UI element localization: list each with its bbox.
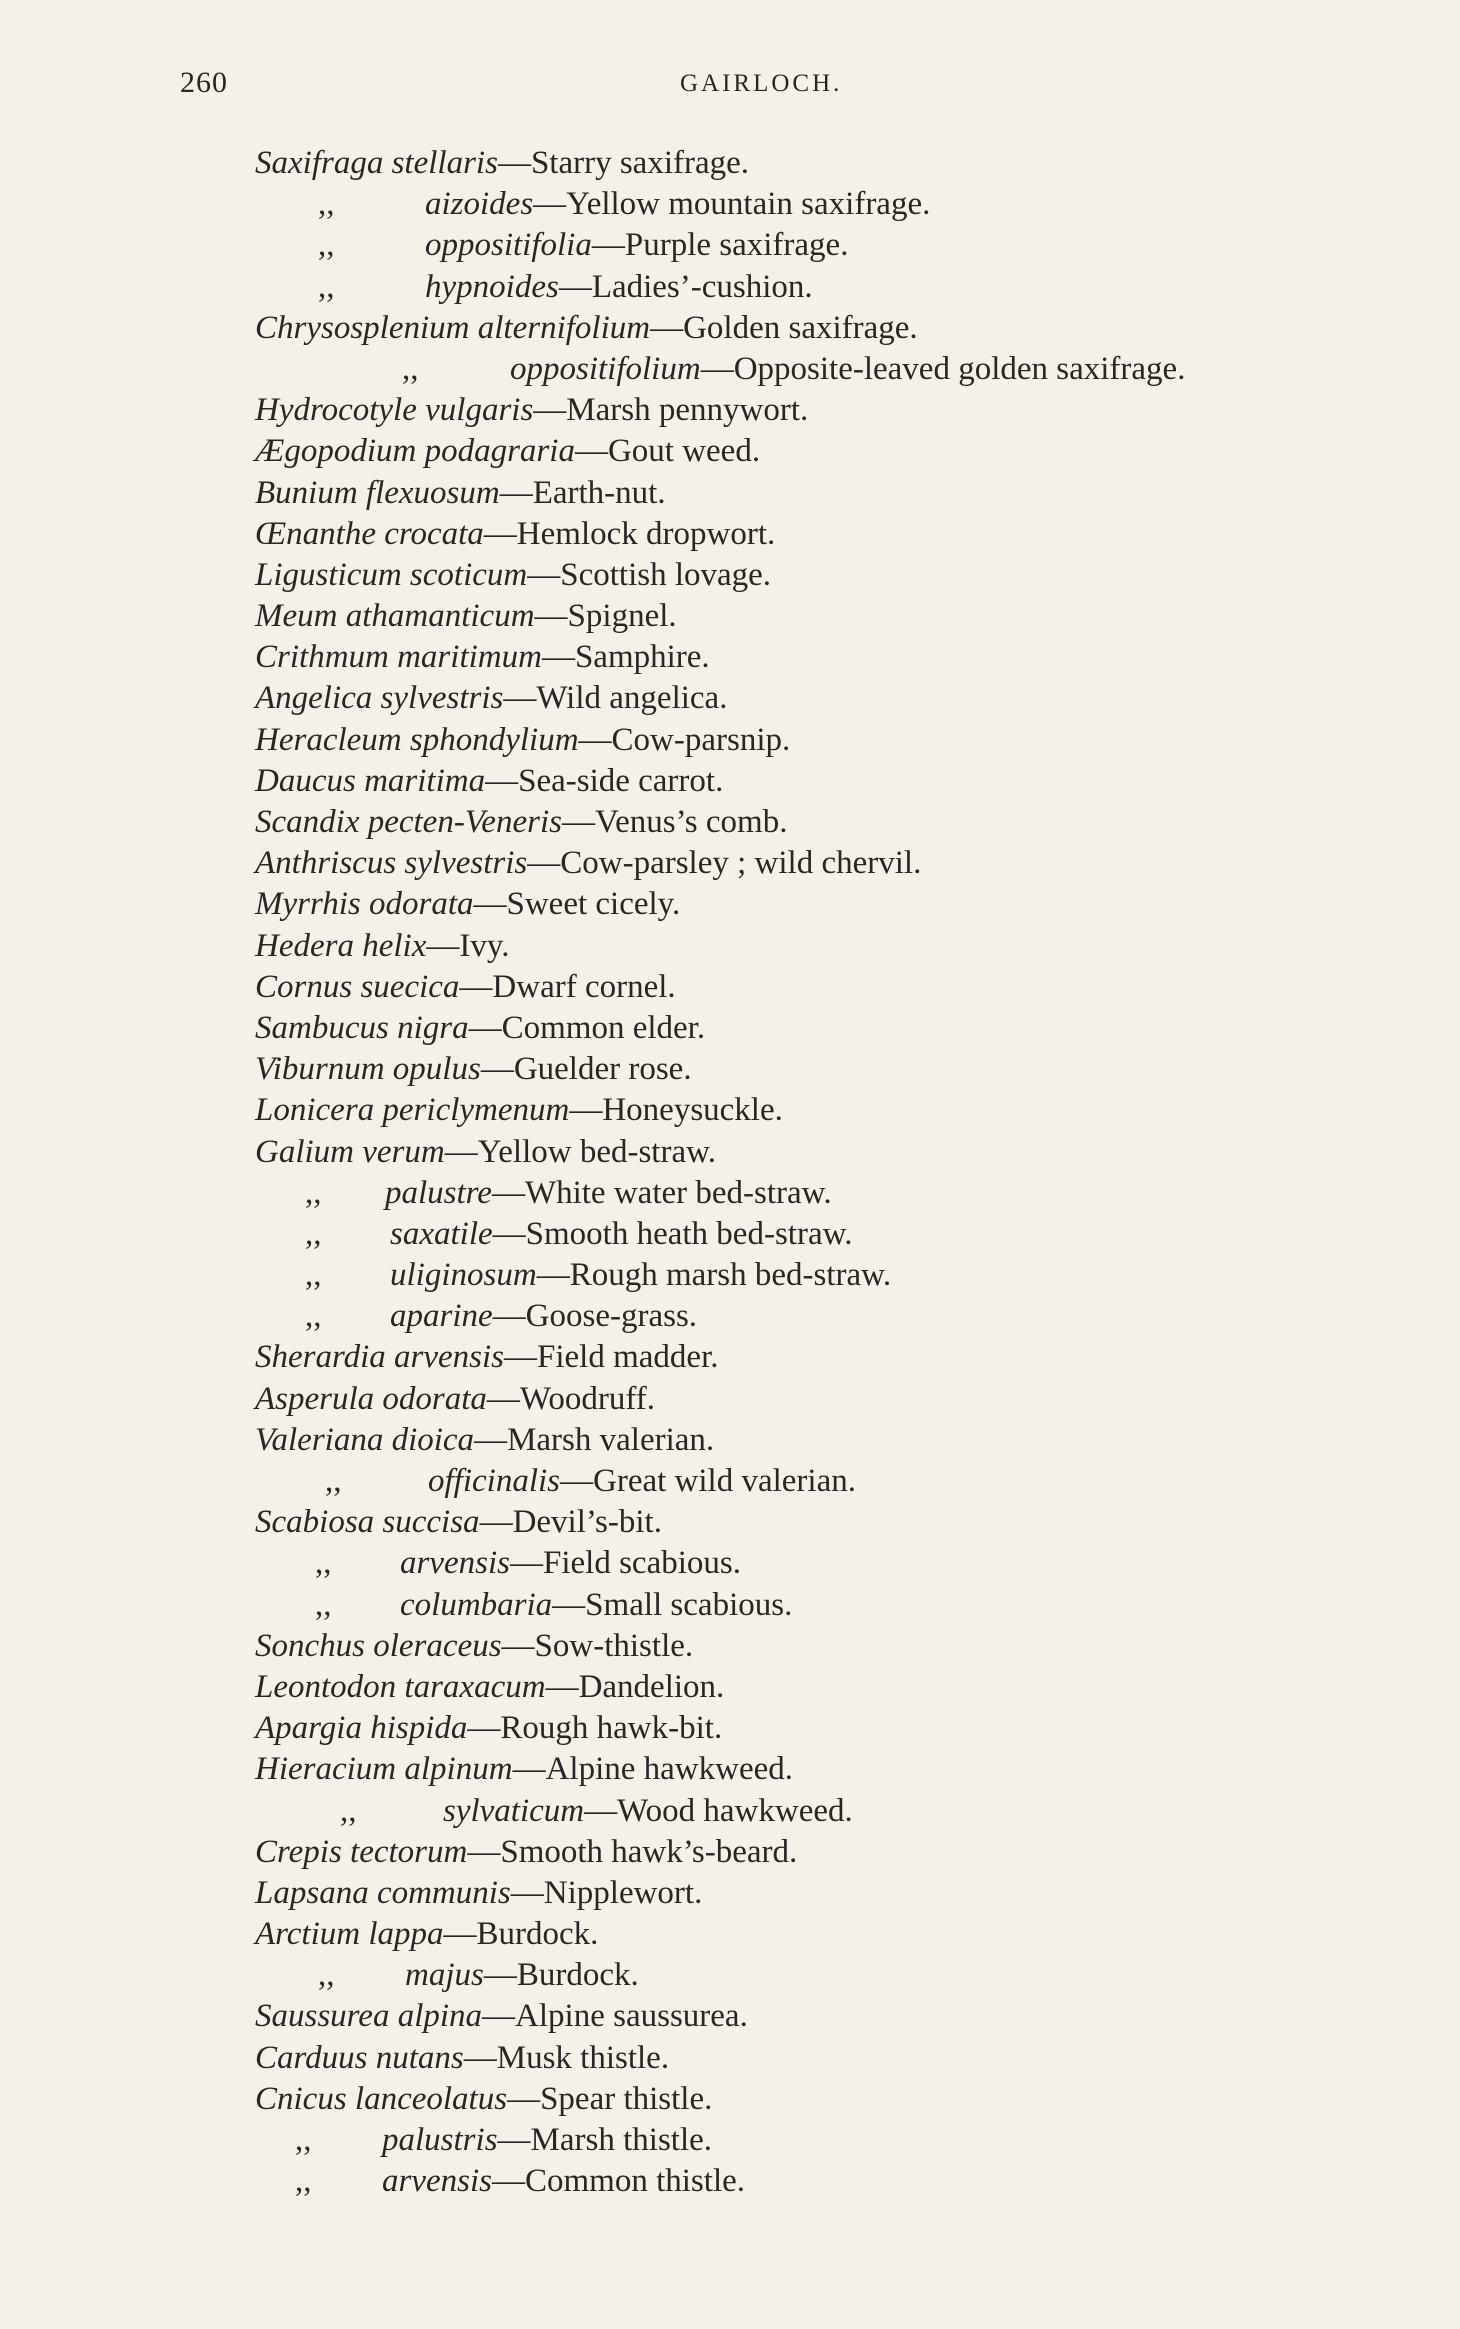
common-name: —Common elder. <box>468 1009 706 1046</box>
ditto-mark: ,, <box>318 1957 335 1994</box>
latin-name: Meum athamanticum <box>255 598 535 635</box>
latin-name: Apargia hispida <box>255 1710 468 1747</box>
common-name: —Purple saxifrage. <box>591 227 849 264</box>
plant-entry <box>0 1173 1460 1214</box>
common-name: —Dandelion. <box>545 1668 725 1705</box>
common-name: —Common thistle. <box>492 2163 746 2200</box>
plant-entry <box>0 1543 1460 1584</box>
common-name: —Spear thistle. <box>507 2080 713 2117</box>
common-name: —Field madder. <box>504 1339 719 1376</box>
common-name: —Samphire. <box>541 639 710 676</box>
ditto-mark: ,, <box>295 2122 312 2158</box>
plant-entry <box>0 678 1460 719</box>
plant-entry <box>0 473 1460 514</box>
latin-name: Bunium flexuosum <box>255 474 500 511</box>
latin-name: Sonchus oleraceus <box>255 1627 502 1664</box>
common-name: —Cow-parsley ; wild chervil. <box>527 845 922 882</box>
latin-name: Hieracium alpinum <box>255 1751 513 1788</box>
common-name: —Golden saxifrage. <box>650 309 918 346</box>
common-name: —Cow-parsnip. <box>578 721 791 758</box>
latin-name: Asperula odorata <box>255 1380 487 1417</box>
plant-entry <box>0 514 1460 555</box>
plant-entry <box>0 349 1460 390</box>
plant-entry <box>0 761 1460 802</box>
common-name: —Sea-side carrot. <box>485 762 724 799</box>
plant-entry <box>0 1337 1460 1378</box>
latin-name: saxatile <box>390 1215 493 1252</box>
latin-name: Lapsana communis <box>255 1874 511 1911</box>
plant-entry <box>0 967 1460 1008</box>
common-name: —White water bed-straw. <box>491 1174 832 1211</box>
latin-name: palustre <box>385 1174 492 1211</box>
plant-entry <box>0 1090 1460 1131</box>
plant-entry <box>0 2079 1460 2120</box>
ditto-mark: ,, <box>305 1215 322 1252</box>
latin-name: Lonicera periclymenum <box>255 1092 570 1129</box>
latin-name: Chrysosplenium alternifolium <box>255 309 651 346</box>
latin-name: Galium verum <box>255 1133 445 1170</box>
latin-name: arvensis <box>382 2163 492 2200</box>
common-name: —Wood hawkweed. <box>584 1792 853 1829</box>
common-name: —Small scabious. <box>552 1586 793 1623</box>
latin-name: Heracleum sphondylium <box>255 721 579 758</box>
latin-name: Arctium lappa <box>255 1916 444 1953</box>
common-name: —Goose-grass. <box>492 1298 698 1335</box>
plant-entry <box>0 1502 1460 1543</box>
common-name: —Ivy. <box>426 927 510 964</box>
latin-name: palustris <box>382 2122 498 2158</box>
plant-entry <box>0 1749 1460 1790</box>
common-name: —Woodruff. <box>486 1380 656 1417</box>
plant-entry <box>0 884 1460 925</box>
common-name: —Sow-thistle. <box>501 1627 694 1664</box>
latin-name: sylvaticum <box>443 1792 585 1829</box>
ditto-mark: ,, <box>325 1463 342 1499</box>
plant-entry <box>0 926 1460 967</box>
latin-name: Ligusticum scoticum <box>255 556 528 593</box>
latin-name: officinalis <box>428 1463 560 1499</box>
latin-name: Sambucus nigra <box>255 1009 469 1046</box>
common-name: —Alpine hawkweed. <box>512 1751 793 1788</box>
ditto-mark: ,, <box>315 1586 332 1623</box>
latin-name: Myrrhis odorata <box>255 886 474 923</box>
latin-name: Hedera helix <box>255 927 427 964</box>
latin-name: Œnanthe crocata <box>255 515 484 552</box>
plant-entry <box>0 1379 1460 1420</box>
common-name: —Hemlock dropwort. <box>483 515 776 552</box>
plant-entry <box>0 390 1460 431</box>
plant-entry <box>0 843 1460 884</box>
common-name: —Scottish lovage. <box>527 556 772 593</box>
plant-entry <box>0 1791 1460 1832</box>
latin-name: majus <box>405 1957 484 1994</box>
common-name: —Field scabious. <box>510 1545 741 1582</box>
ditto-mark: ,, <box>340 1792 357 1829</box>
ditto-mark: ,, <box>295 2163 312 2200</box>
common-name: —Guelder rose. <box>480 1051 692 1088</box>
page-number: 260 <box>180 66 228 99</box>
latin-name: columbaria <box>400 1586 553 1623</box>
latin-name: uliginosum <box>390 1257 537 1294</box>
latin-name: Scabiosa succisa <box>255 1504 480 1541</box>
plant-entry <box>0 308 1460 349</box>
common-name: —Earth-nut. <box>499 474 666 511</box>
plant-entry <box>0 1132 1460 1173</box>
latin-name: Cornus suecica <box>255 968 460 1005</box>
running-head: GAIRLOCH. <box>680 70 843 97</box>
latin-name: Angelica sylvestris <box>255 680 504 717</box>
latin-name: Ægopodium podagraria <box>255 433 575 470</box>
ditto-mark: ,, <box>315 1545 332 1582</box>
common-name: —Dwarf cornel. <box>459 968 676 1005</box>
latin-name: oppositifolium <box>510 350 701 387</box>
common-name: —Marsh pennywort. <box>533 392 809 429</box>
latin-name: Scandix pecten-Veneris <box>255 804 562 840</box>
common-name: —Sweet cicely. <box>473 886 681 923</box>
plant-entry <box>0 1667 1460 1708</box>
common-name: —Venus’s comb. <box>561 804 788 840</box>
common-name: —Rough marsh bed-straw. <box>536 1257 892 1294</box>
common-name: —Yellow bed-straw. <box>444 1133 717 1170</box>
plant-entry <box>0 431 1460 472</box>
ditto-mark: ,, <box>318 227 335 264</box>
plant-entry <box>0 225 1460 266</box>
common-name: —Burdock. <box>443 1916 599 1953</box>
latin-name: hypnoides <box>425 268 559 305</box>
common-name: —Marsh thistle. <box>497 2122 713 2158</box>
common-name: —Smooth hawk’s-beard. <box>467 1833 798 1870</box>
latin-name: Crithmum maritimum <box>255 639 542 676</box>
common-name: —Ladies’-cushion. <box>558 268 813 305</box>
ditto-mark: ,, <box>305 1174 322 1211</box>
plant-entry <box>0 143 1460 184</box>
plant-entry <box>0 1832 1460 1873</box>
plant-entry <box>0 802 1460 843</box>
plant-entry <box>0 1461 1460 1502</box>
common-name: —Great wild valerian. <box>560 1463 856 1499</box>
plant-entry <box>0 720 1460 761</box>
latin-name: Crepis tectorum <box>255 1833 468 1870</box>
plant-entry <box>0 555 1460 596</box>
plant-entry <box>0 1914 1460 1955</box>
plant-entry <box>0 1955 1460 1996</box>
common-name: —Alpine saussurea. <box>482 1998 748 2035</box>
common-name: —Honeysuckle. <box>569 1092 783 1129</box>
plant-entry <box>0 596 1460 637</box>
plant-entry <box>0 637 1460 678</box>
latin-name: Leontodon taraxacum <box>255 1668 546 1705</box>
ditto-mark: ,, <box>402 350 419 387</box>
plant-entry <box>0 1873 1460 1914</box>
latin-name: Valeriana dioica <box>255 1421 475 1458</box>
common-name: —Nipplewort. <box>510 1874 703 1911</box>
common-name: —Spignel. <box>534 598 677 635</box>
plant-entry <box>0 1214 1460 1255</box>
common-name: —Starry saxifrage. <box>497 145 750 181</box>
common-name: —Yellow mountain saxifrage. <box>533 186 931 223</box>
plant-entry <box>0 1296 1460 1337</box>
ditto-mark: ,, <box>318 186 335 223</box>
common-name: —Gout weed. <box>574 433 761 470</box>
common-name: —Wild angelica. <box>503 680 728 717</box>
plant-entry <box>0 2120 1460 2161</box>
ditto-mark: ,, <box>305 1298 322 1335</box>
latin-name: arvensis <box>400 1545 510 1582</box>
latin-name: Sherardia arvensis <box>255 1339 505 1376</box>
latin-name: Saussurea alpina <box>255 1998 483 2035</box>
plant-entry <box>0 2161 1460 2202</box>
common-name: —Opposite-leaved golden saxifrage. <box>700 350 1186 387</box>
plant-entry <box>0 1008 1460 1049</box>
ditto-mark: ,, <box>305 1257 322 1294</box>
plant-entry <box>0 1996 1460 2037</box>
latin-name: Daucus maritima <box>255 762 486 799</box>
latin-name: Hydrocotyle vulgaris <box>255 392 534 429</box>
plant-entry <box>0 267 1460 308</box>
plant-entry <box>0 1626 1460 1667</box>
plant-entry <box>0 1420 1460 1461</box>
latin-name: aparine <box>390 1298 493 1335</box>
plant-list <box>0 143 1460 2202</box>
plant-entry <box>0 2038 1460 2079</box>
latin-name: oppositifolia <box>425 227 592 264</box>
common-name: —Smooth heath bed-straw. <box>492 1215 853 1252</box>
latin-name: Cnicus lanceolatus <box>255 2080 508 2117</box>
plant-entry <box>0 1049 1460 1090</box>
common-name: —Burdock. <box>483 1957 639 1994</box>
latin-name: Anthriscus sylvestris <box>255 845 528 882</box>
common-name: —Musk thistle. <box>463 2039 670 2076</box>
plant-entry <box>0 1255 1460 1296</box>
latin-name: aizoides <box>425 186 534 223</box>
ditto-mark: ,, <box>318 268 335 305</box>
latin-name: Saxifraga stellaris <box>255 145 498 181</box>
plant-entry <box>0 1585 1460 1626</box>
latin-name: Viburnum opulus <box>255 1051 481 1088</box>
plant-entry <box>0 184 1460 225</box>
plant-entry <box>0 1708 1460 1749</box>
latin-name: Carduus nutans <box>255 2039 464 2076</box>
common-name: —Rough hawk-bit. <box>467 1710 723 1747</box>
common-name: —Marsh valerian. <box>474 1421 715 1458</box>
common-name: —Devil’s-bit. <box>479 1504 662 1541</box>
